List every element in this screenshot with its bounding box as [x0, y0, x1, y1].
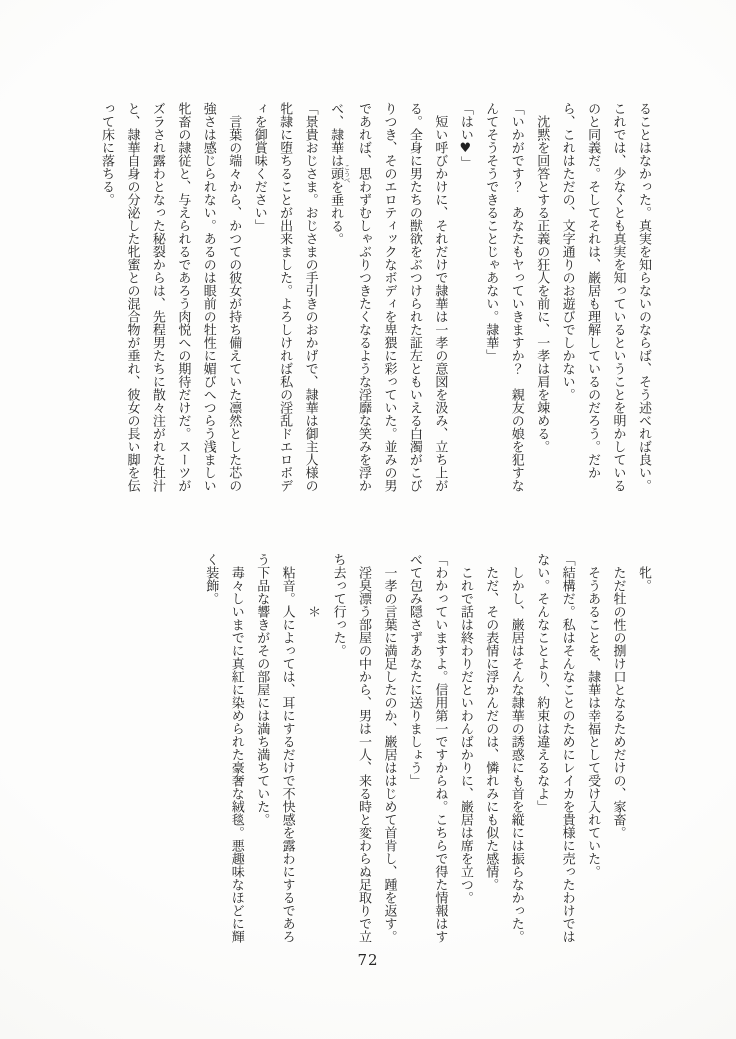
text-line: ら、これはただの、文字通りのお遊びでしかない。 — [559, 102, 575, 401]
text-line: りつき、そのエロティックなボディを卑猥に彩っていた。並みの男 — [381, 102, 397, 492]
ruby-word — [328, 164, 351, 184]
text-line: であれば、思わずむしゃぶりつきたくなるような淫靡な笑みを浮か — [356, 102, 372, 492]
page-number: 72 — [357, 951, 379, 969]
text-line: ち去って行った。 — [330, 553, 346, 657]
text-line: しかし、巌居はそんな隷華の誘惑にも首を縦には振らなかった。 — [508, 553, 524, 943]
text-line: く装飾。 — [203, 553, 219, 605]
text-line-dialogue: 「結構だ。私はそんなことのためにレイカを貴様に売ったわけでは — [559, 553, 575, 943]
furigana-suffix: を垂れる。 — [328, 180, 344, 246]
text-line-dialogue: んてそうそうできることじゃあない。隷華」 — [483, 102, 499, 362]
text-line: と、隷華自身の分泌した牝蜜との混合物が垂れ、彼女の長い脚を伝 — [124, 102, 140, 492]
text-line: 淫臭漂う部屋の中から、男は一人、来る時と変わらぬ足取りで立 — [356, 553, 372, 943]
text-line-with-furigana — [323, 102, 351, 494]
text-line: ズラされ露わとなった秘裂からは、先程男たちに散々注がれた牡汁 — [149, 102, 165, 492]
text-line-dialogue: ィを御賞味ください」 — [251, 102, 267, 232]
text-line: そうあることを、隷華は幸福として受け入れていた。 — [585, 553, 601, 878]
text-block-bottom — [96, 553, 656, 945]
text-line: これで話は終わりだといわんばかりに、巌居は席を立つ。 — [457, 553, 473, 904]
text-line: 一孝の言葉に満足したのか、巌居ははじめて首肯し、踵を返す。 — [381, 553, 397, 943]
text-line-dialogue: ない。そんなことより、約束は違えるなよ」 — [534, 553, 550, 813]
text-line: ただ、その表情に浮かんだのは、憐れみにも似た感情。 — [483, 553, 499, 891]
text-line: 粘音。人によっては、耳にするだけで不快感を露わにするであろ — [279, 553, 295, 943]
text-line-dialogue: 「はい♥」 — [457, 102, 473, 169]
text-block-top — [96, 102, 656, 494]
text-line: のと同義だ。そしてそれは、巌居も理解しているのだろう。だか — [585, 102, 601, 479]
text-line-dialogue: べて包み隠さずあなたに送りましょう」 — [406, 553, 422, 787]
text-line: 牝。 — [636, 553, 651, 592]
text-line: ることはなかった。真実を知らないのならば、そう述べれば良い。 — [636, 102, 651, 492]
text-line-dialogue: 「わかっていますよ。信用第一ですからね。こちらで得た情報はす — [432, 553, 448, 943]
text-line: って床に落ちる。 — [98, 102, 114, 206]
text-line: 強さは感じられない。あるのは眼前の牡性に媚びへつらう浅ましい — [200, 102, 216, 492]
text-line-dialogue: 牝隷に堕ちることが出来ました。よろしければ私の淫乱ドエロボデ — [277, 102, 293, 492]
ruby-base: 頭 — [328, 164, 344, 184]
text-line: 牝畜の隷従と、与えられるであろう肉悦への期待だけだ。スーツが — [175, 102, 191, 492]
text-line-dialogue: 「いかがです？ あなたもヤっていきますか？ 親友の娘を犯すな — [508, 102, 524, 492]
scene-break-asterisk: ＊ — [305, 553, 321, 618]
text-line: う下品な響きがその部屋には満ち満ちていた。 — [254, 553, 270, 826]
text-line: これでは、少なくとも真実を知っているということを明かしている — [610, 102, 626, 492]
text-line: る。全身に男たちの獣欲をぶつけられた証左ともいえる白濁がこび — [406, 102, 422, 492]
text-line: 毒々しいまでに真紅に染められた豪奢な絨毯。悪趣味なほどに輝 — [228, 553, 244, 943]
text-line-dialogue: 「景貴おじさま。おじさまの手引きのおかげで、隷華は御主人様の — [302, 102, 318, 492]
text-line: ただ牡の性の捌け口となるためだけの、家畜。 — [610, 553, 626, 839]
text-line: 言葉の端々から、かつての彼女が持ち備えていた凛然とした芯の — [226, 102, 242, 492]
furigana-prefix: べ、隷華は — [328, 102, 344, 167]
text-line: 短い呼びかけに、それだけで隷華は一孝の意図を汲み、立ち上が — [432, 102, 448, 492]
furigana-reading: こうべ — [342, 164, 351, 184]
text-line: 沈黙を回答とする正義の狂人を前に、一孝は肩を竦める。 — [534, 102, 550, 453]
